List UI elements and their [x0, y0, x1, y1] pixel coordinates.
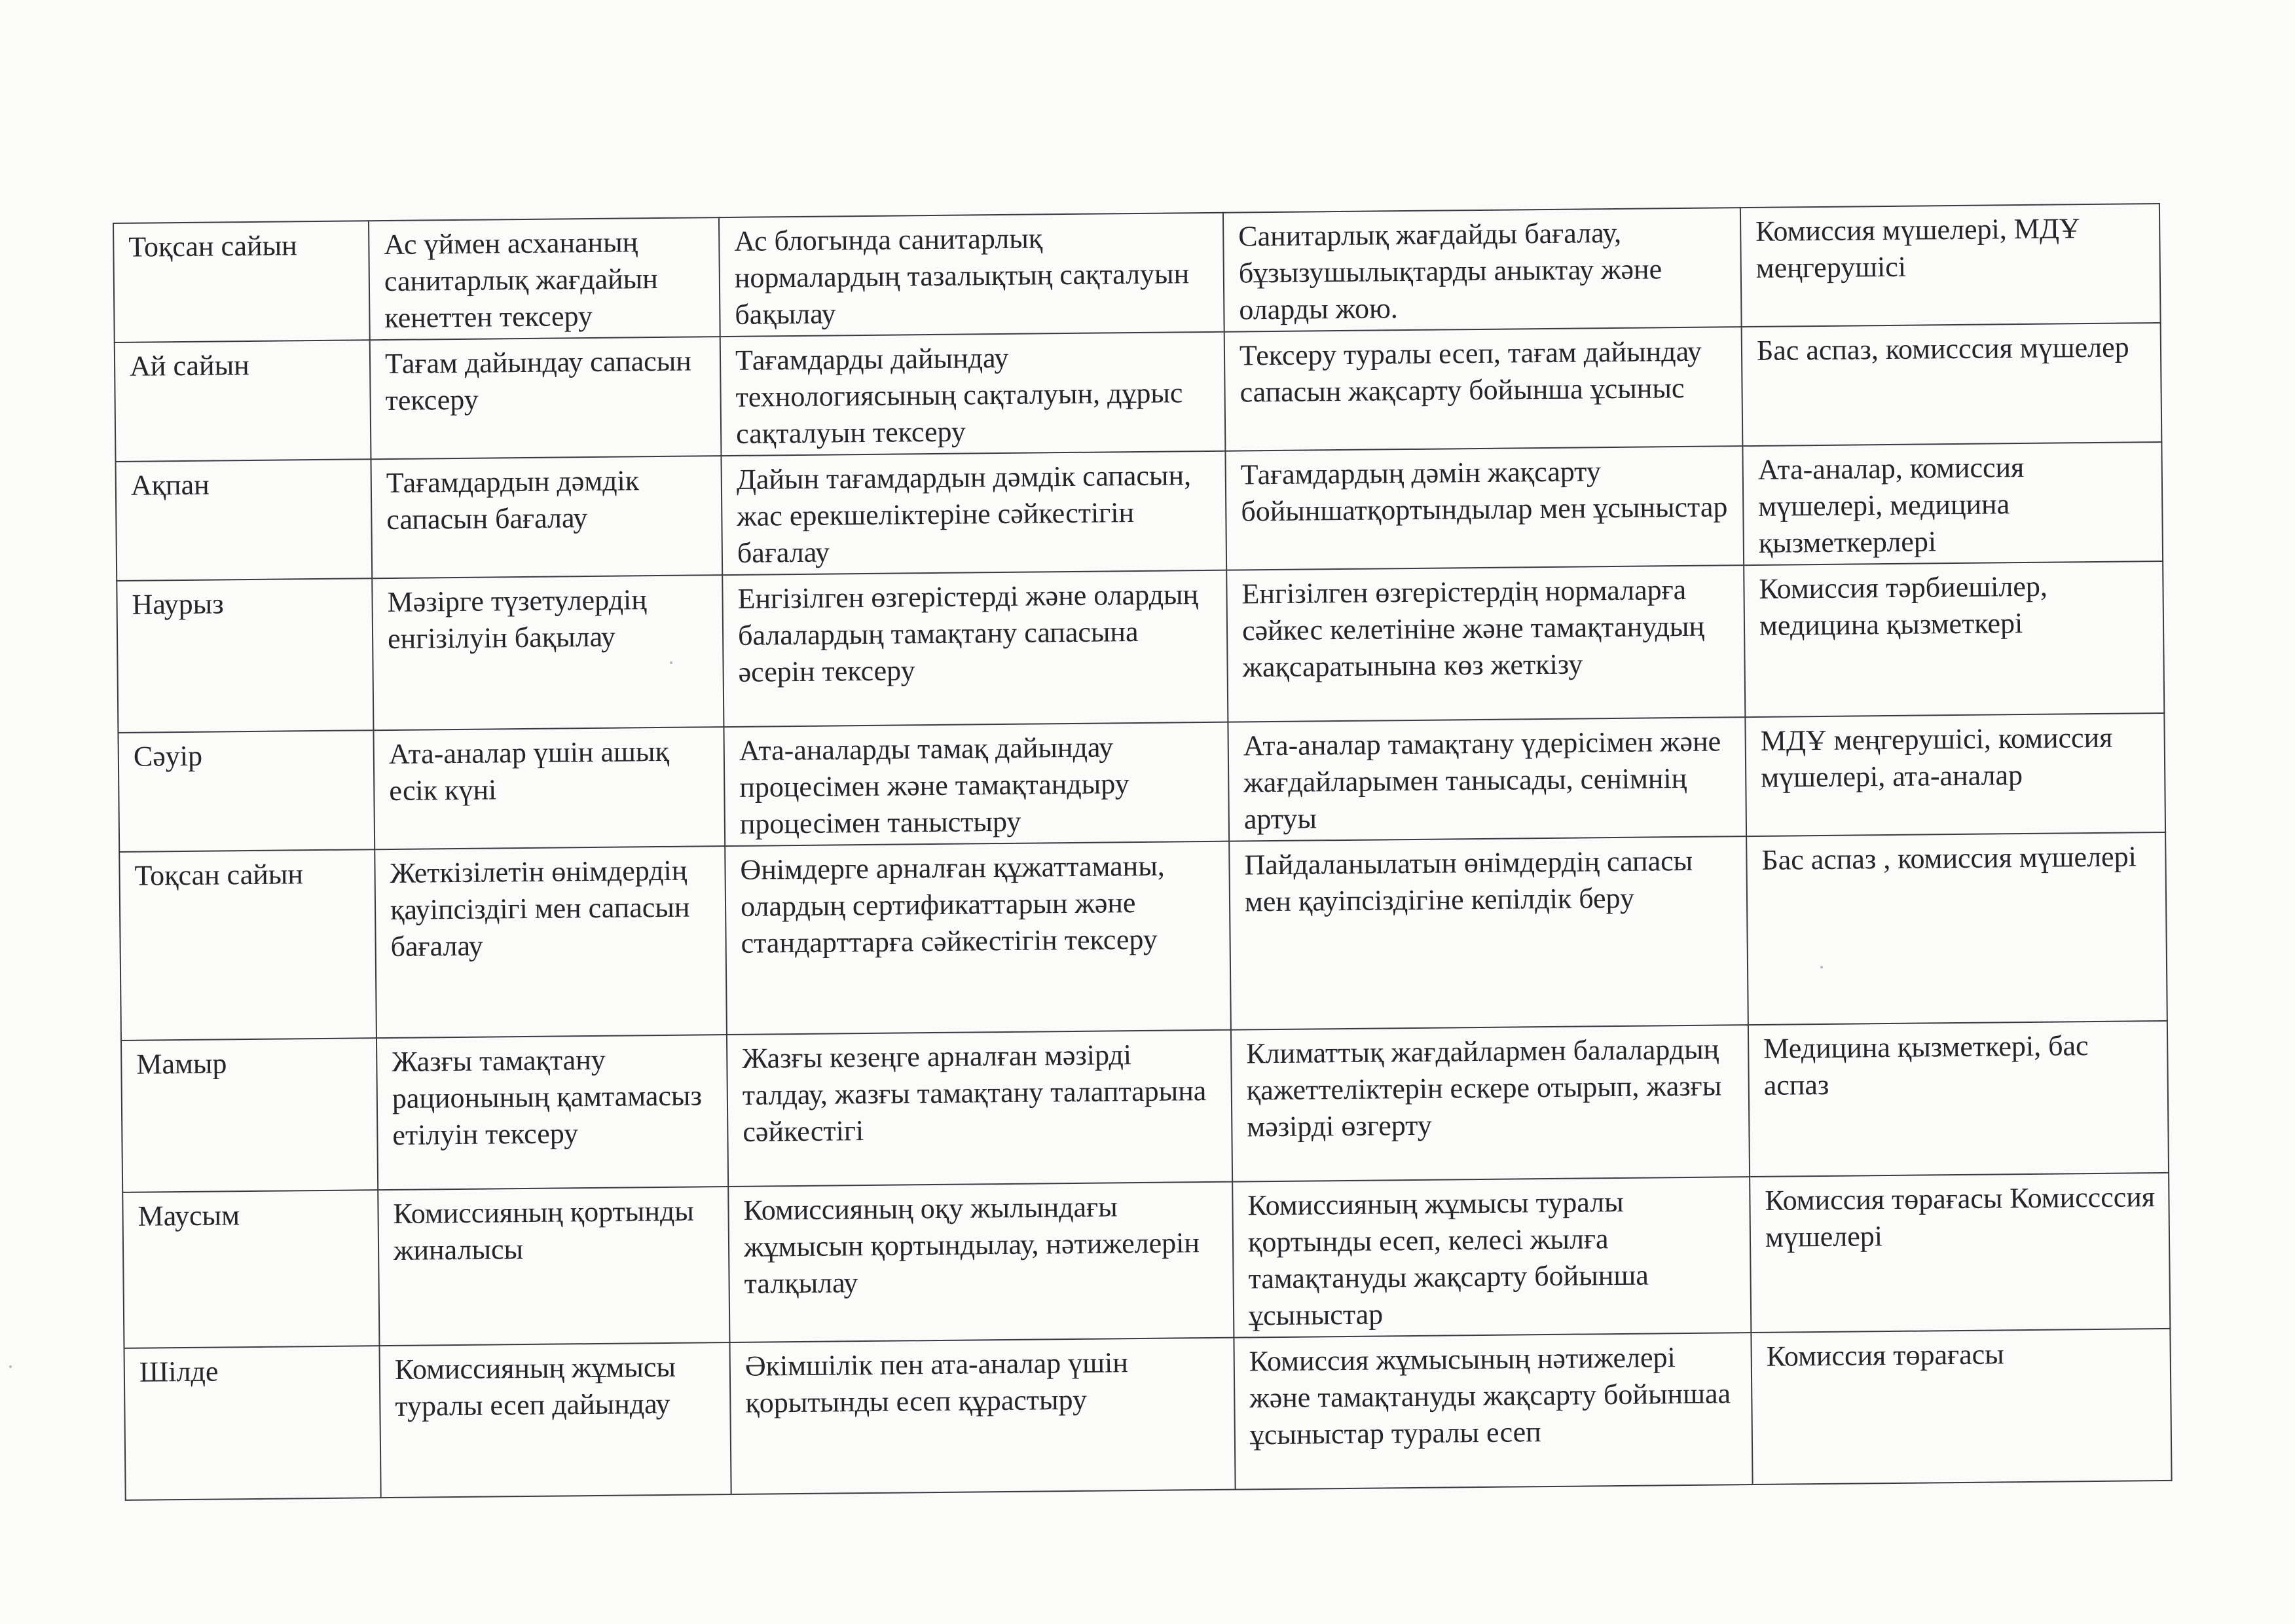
activity-cell: Ата-аналар үшін ашық есік күні — [373, 727, 725, 849]
activity-cell: Тағамдардын дәмдік сапасын бағалау — [371, 456, 722, 578]
responsible-cell: МДҰ меңгерушісі, комиссия мүшелері, ата-аналар — [1745, 713, 2165, 836]
period-cell: Маусым — [122, 1190, 379, 1348]
responsible-cell: Ата-аналар, комиссия мүшелері, медицина қызметкерлері — [1742, 442, 2163, 565]
table-row — [115, 323, 2162, 462]
content-cell: Комиссияның оқу жылындағы жұмысын қортындылау, нәтижелерін талқылау — [728, 1182, 1234, 1342]
responsible-cell: Комиссия төрағасы — [1751, 1329, 2171, 1485]
result-cell: Санитарлық жағдайды бағалау, бұзызушылықтарды аныктау және оларды жою. — [1223, 208, 1742, 332]
content-cell: Енгізілген өзгерістерді және олардың балалардың тамақтану сапасына әсерін тексеру — [722, 570, 1228, 727]
activity-cell: Комиссияның қортынды жиналысы — [378, 1187, 729, 1346]
responsible-cell: Комиссия мүшелері, МДҰ меңгерушісі — [1740, 204, 2161, 327]
activity-cell: Тағам дайындау сапасын тексеру — [370, 337, 722, 459]
period-cell: Шілде — [124, 1346, 381, 1500]
period-cell: Ай сайын — [115, 340, 371, 462]
period-cell: Тоқсан сайын — [119, 849, 376, 1041]
scan-speck — [1820, 966, 1823, 969]
activity-cell: Комиссияның жұмысы туралы есеп дайындау — [379, 1342, 731, 1498]
result-cell: Тексеру туралы есеп, тағам дайындау сапасын жақсарту бойынша ұсыныс — [1224, 327, 1743, 451]
commission-plan-table — [113, 203, 2173, 1501]
activity-cell: Ас үймен асхананың санитарлық жағдайын кенеттен тексеру — [369, 217, 720, 340]
content-cell: Әкімшілік пен ата-аналар үшін қорытынды есеп құрастыру — [729, 1338, 1235, 1494]
responsible-cell: Комиссия төрағасы Комиссссия мүшелері — [1750, 1173, 2170, 1333]
scan-speck — [670, 661, 672, 664]
plan-table-container — [113, 203, 2171, 1501]
activity-cell: Мәзірге түзетулердің енгізілуін бақылау — [372, 575, 724, 730]
table-row — [113, 204, 2161, 342]
result-cell: Комиссияның жұмысы туралы қортынды есеп, келесі жылға тамақтануды жақсарту бойынша ұсыныстар — [1232, 1177, 1751, 1338]
responsible-cell: Бас аспаз, комисссия мүшелер — [1742, 323, 2162, 446]
responsible-cell: Комиссия тәрбиешілер, медицина қызметкері — [1744, 561, 2164, 717]
scan-speck — [9, 1365, 12, 1368]
table-row — [119, 832, 2167, 1041]
table-row — [124, 1329, 2172, 1500]
activity-cell: Жазғы тамақтану рационының қамтамасыз етілуін тексеру — [376, 1035, 728, 1190]
period-cell: Мамыр — [121, 1038, 378, 1192]
content-cell: Жазғы кезеңге арналған мәзірді талдау, жазғы тамақтану талаптарына сәйкестігі — [727, 1030, 1232, 1187]
activity-cell: Жеткізілетін өнімдердің қауіпсіздігі мен сапасын бағалау — [375, 846, 727, 1038]
result-cell: Климаттық жағдайлармен балалардың қажеттеліктерін ескере отырып, жазғы мәзірді өзгерту — [1231, 1025, 1750, 1182]
period-cell: Ақпан — [116, 459, 373, 581]
period-cell: Наурыз — [117, 578, 373, 733]
table-row — [118, 713, 2165, 852]
result-cell: Комиссия жұмысының нәтижелері және тамақтануды жақсарту бойыншаа ұсыныстар туралы есеп — [1234, 1333, 1752, 1490]
responsible-cell: Медицина қызметкері, бас аспаз — [1748, 1021, 2169, 1177]
result-cell: Тағамдардың дәмін жақсарту бойыншатқортындылар мен ұсыныстар — [1225, 446, 1744, 570]
period-cell: Сәуір — [118, 730, 375, 852]
content-cell: Ас блогында санитарлық нормалардың тазалықтың сақталуын бақылау — [719, 213, 1224, 337]
period-cell: Тоқсан сайын — [113, 221, 370, 342]
content-cell: Тағамдарды дайындау технологиясының сақталуын, дұрыс сақталуын тексеру — [720, 332, 1226, 456]
content-cell: Дайын тағамдардын дәмдік сапасын, жас ерекшеліктеріне сәйкестігін бағалау — [721, 451, 1226, 575]
content-cell: Өнімдерге арналған құжаттаманы, олардың сертификаттарын және стандарттарға сәйкестігін тексеру — [725, 841, 1231, 1035]
table-row — [116, 442, 2163, 581]
responsible-cell: Бас аспаз , комиссия мүшелері — [1746, 832, 2167, 1025]
table-row — [117, 561, 2164, 733]
table-row — [121, 1021, 2169, 1192]
result-cell: Пайдаланылатын өнімдердің сапасы мен қауіпсіздігіне кепілдік беру — [1229, 836, 1748, 1030]
content-cell: Ата-аналарды тамақ дайындау процесімен және тамақтандыру процесімен таныстыру — [724, 722, 1229, 846]
result-cell: Енгізілген өзгерістердің нормаларға сәйкес келетініне және тамақтанудың жақсаратынына көз жеткізу — [1226, 565, 1745, 722]
result-cell: Ата-аналар тамақтану үдерісімен және жағдайларымен танысады, сенімнің артуы — [1228, 717, 1746, 841]
table-row — [122, 1173, 2170, 1348]
